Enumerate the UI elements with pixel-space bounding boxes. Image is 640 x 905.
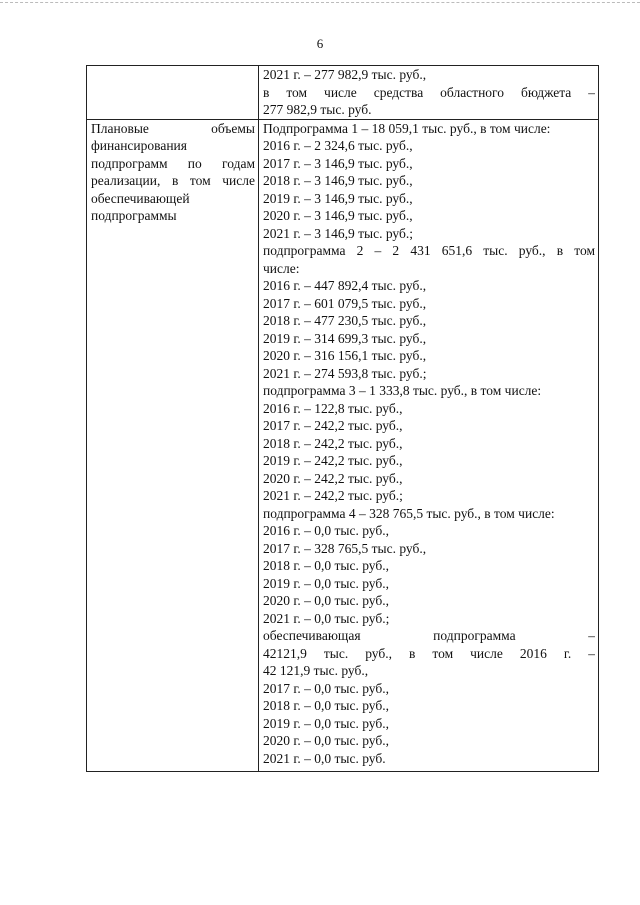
cell-bottom-padding <box>263 767 595 771</box>
text-line: 2020 г. – 0,0 тыс. руб., <box>263 593 389 608</box>
text-line: подпрограмма 4 – 328 765,5 тыс. руб., в том числе: <box>263 505 555 521</box>
text-line: 2019 г. – 0,0 тыс. руб., <box>263 715 389 731</box>
row2-left-cell <box>87 119 259 772</box>
table-row-continuation <box>87 66 599 120</box>
text-line: 2016 г. – 0,0 тыс. руб., <box>263 523 389 538</box>
text-line: 2016 г. – 2 324,6 тыс. руб., <box>263 138 413 153</box>
row1-right-cell <box>259 66 599 120</box>
label-line: подпрограммы <box>91 208 177 223</box>
text-line: 2016 г. – 122,8 тыс. руб., <box>263 400 403 416</box>
text-line: 2017 г. – 3 146,9 тыс. руб., <box>263 155 413 171</box>
text-line: 2017 г. – 0,0 тыс. руб., <box>263 680 389 696</box>
label-line: Плановые объемы <box>91 120 255 136</box>
text-line: в том числе средства областного бюджета – <box>263 84 595 100</box>
text-line: подпрограмма 2 – 2 431 651,6 тыс. руб., в том <box>263 243 595 258</box>
label-line: обеспечивающей <box>91 190 190 206</box>
text-line: 2018 г. – 477 230,5 тыс. руб., <box>263 313 427 328</box>
text-line: 2016 г. – 447 892,4 тыс. руб., <box>263 278 427 293</box>
text-line: Подпрограмма 1 – 18 059,1 тыс. руб., в том числе: <box>263 120 551 136</box>
text-line: 2019 г. – 3 146,9 тыс. руб., <box>263 190 413 206</box>
label-line: реализации, в том числе <box>91 173 255 188</box>
text-line: 277 982,9 тыс. руб. <box>263 102 372 117</box>
row1-left-cell <box>87 66 259 120</box>
text-line: 2017 г. – 242,2 тыс. руб., <box>263 418 403 433</box>
text-line: 2018 г. – 0,0 тыс. руб., <box>263 698 389 713</box>
text-line: 2019 г. – 242,2 тыс. руб., <box>263 453 403 468</box>
text-line: 42121,9 тыс. руб., в том числе 2016 г. – <box>263 645 595 661</box>
financing-table <box>86 65 599 772</box>
text-line: обеспечивающая подпрограмма – <box>263 628 595 643</box>
text-line: числе: <box>263 260 300 276</box>
text-line: 2021 г. – 277 982,9 тыс. руб., <box>263 67 427 82</box>
table-row-financing <box>87 119 599 772</box>
text-line: 2018 г. – 3 146,9 тыс. руб., <box>263 173 413 188</box>
label-line: подпрограмм по годам <box>91 155 255 171</box>
text-line: 2020 г. – 0,0 тыс. руб., <box>263 733 389 748</box>
text-line: 2017 г. – 328 765,5 тыс. руб., <box>263 540 427 556</box>
text-line: 2021 г. – 274 593,8 тыс. руб.; <box>263 365 427 381</box>
page-number: 6 <box>316 36 324 51</box>
page-top-edge <box>0 2 640 3</box>
text-line: подпрограмма 3 – 1 333,8 тыс. руб., в том числе: <box>263 383 542 398</box>
text-line: 2019 г. – 0,0 тыс. руб., <box>263 575 389 591</box>
text-line: 2021 г. – 0,0 тыс. руб.; <box>263 610 390 626</box>
text-line: 2018 г. – 0,0 тыс. руб., <box>263 558 389 573</box>
text-line: 2021 г. – 242,2 тыс. руб.; <box>263 488 403 503</box>
label-line: финансирования <box>91 138 187 153</box>
text-line: 2021 г. – 0,0 тыс. руб. <box>263 750 386 766</box>
text-line: 2021 г. – 3 146,9 тыс. руб.; <box>263 225 413 241</box>
row2-right-cell <box>259 119 599 772</box>
text-line: 2020 г. – 242,2 тыс. руб., <box>263 470 403 486</box>
text-line: 2020 г. – 316 156,1 тыс. руб., <box>263 348 427 363</box>
text-line: 2017 г. – 601 079,5 тыс. руб., <box>263 295 427 311</box>
text-line: 42 121,9 тыс. руб., <box>263 663 369 678</box>
text-line: 2018 г. – 242,2 тыс. руб., <box>263 435 403 451</box>
text-line: 2020 г. – 3 146,9 тыс. руб., <box>263 208 413 223</box>
text-line: 2019 г. – 314 699,3 тыс. руб., <box>263 330 427 346</box>
